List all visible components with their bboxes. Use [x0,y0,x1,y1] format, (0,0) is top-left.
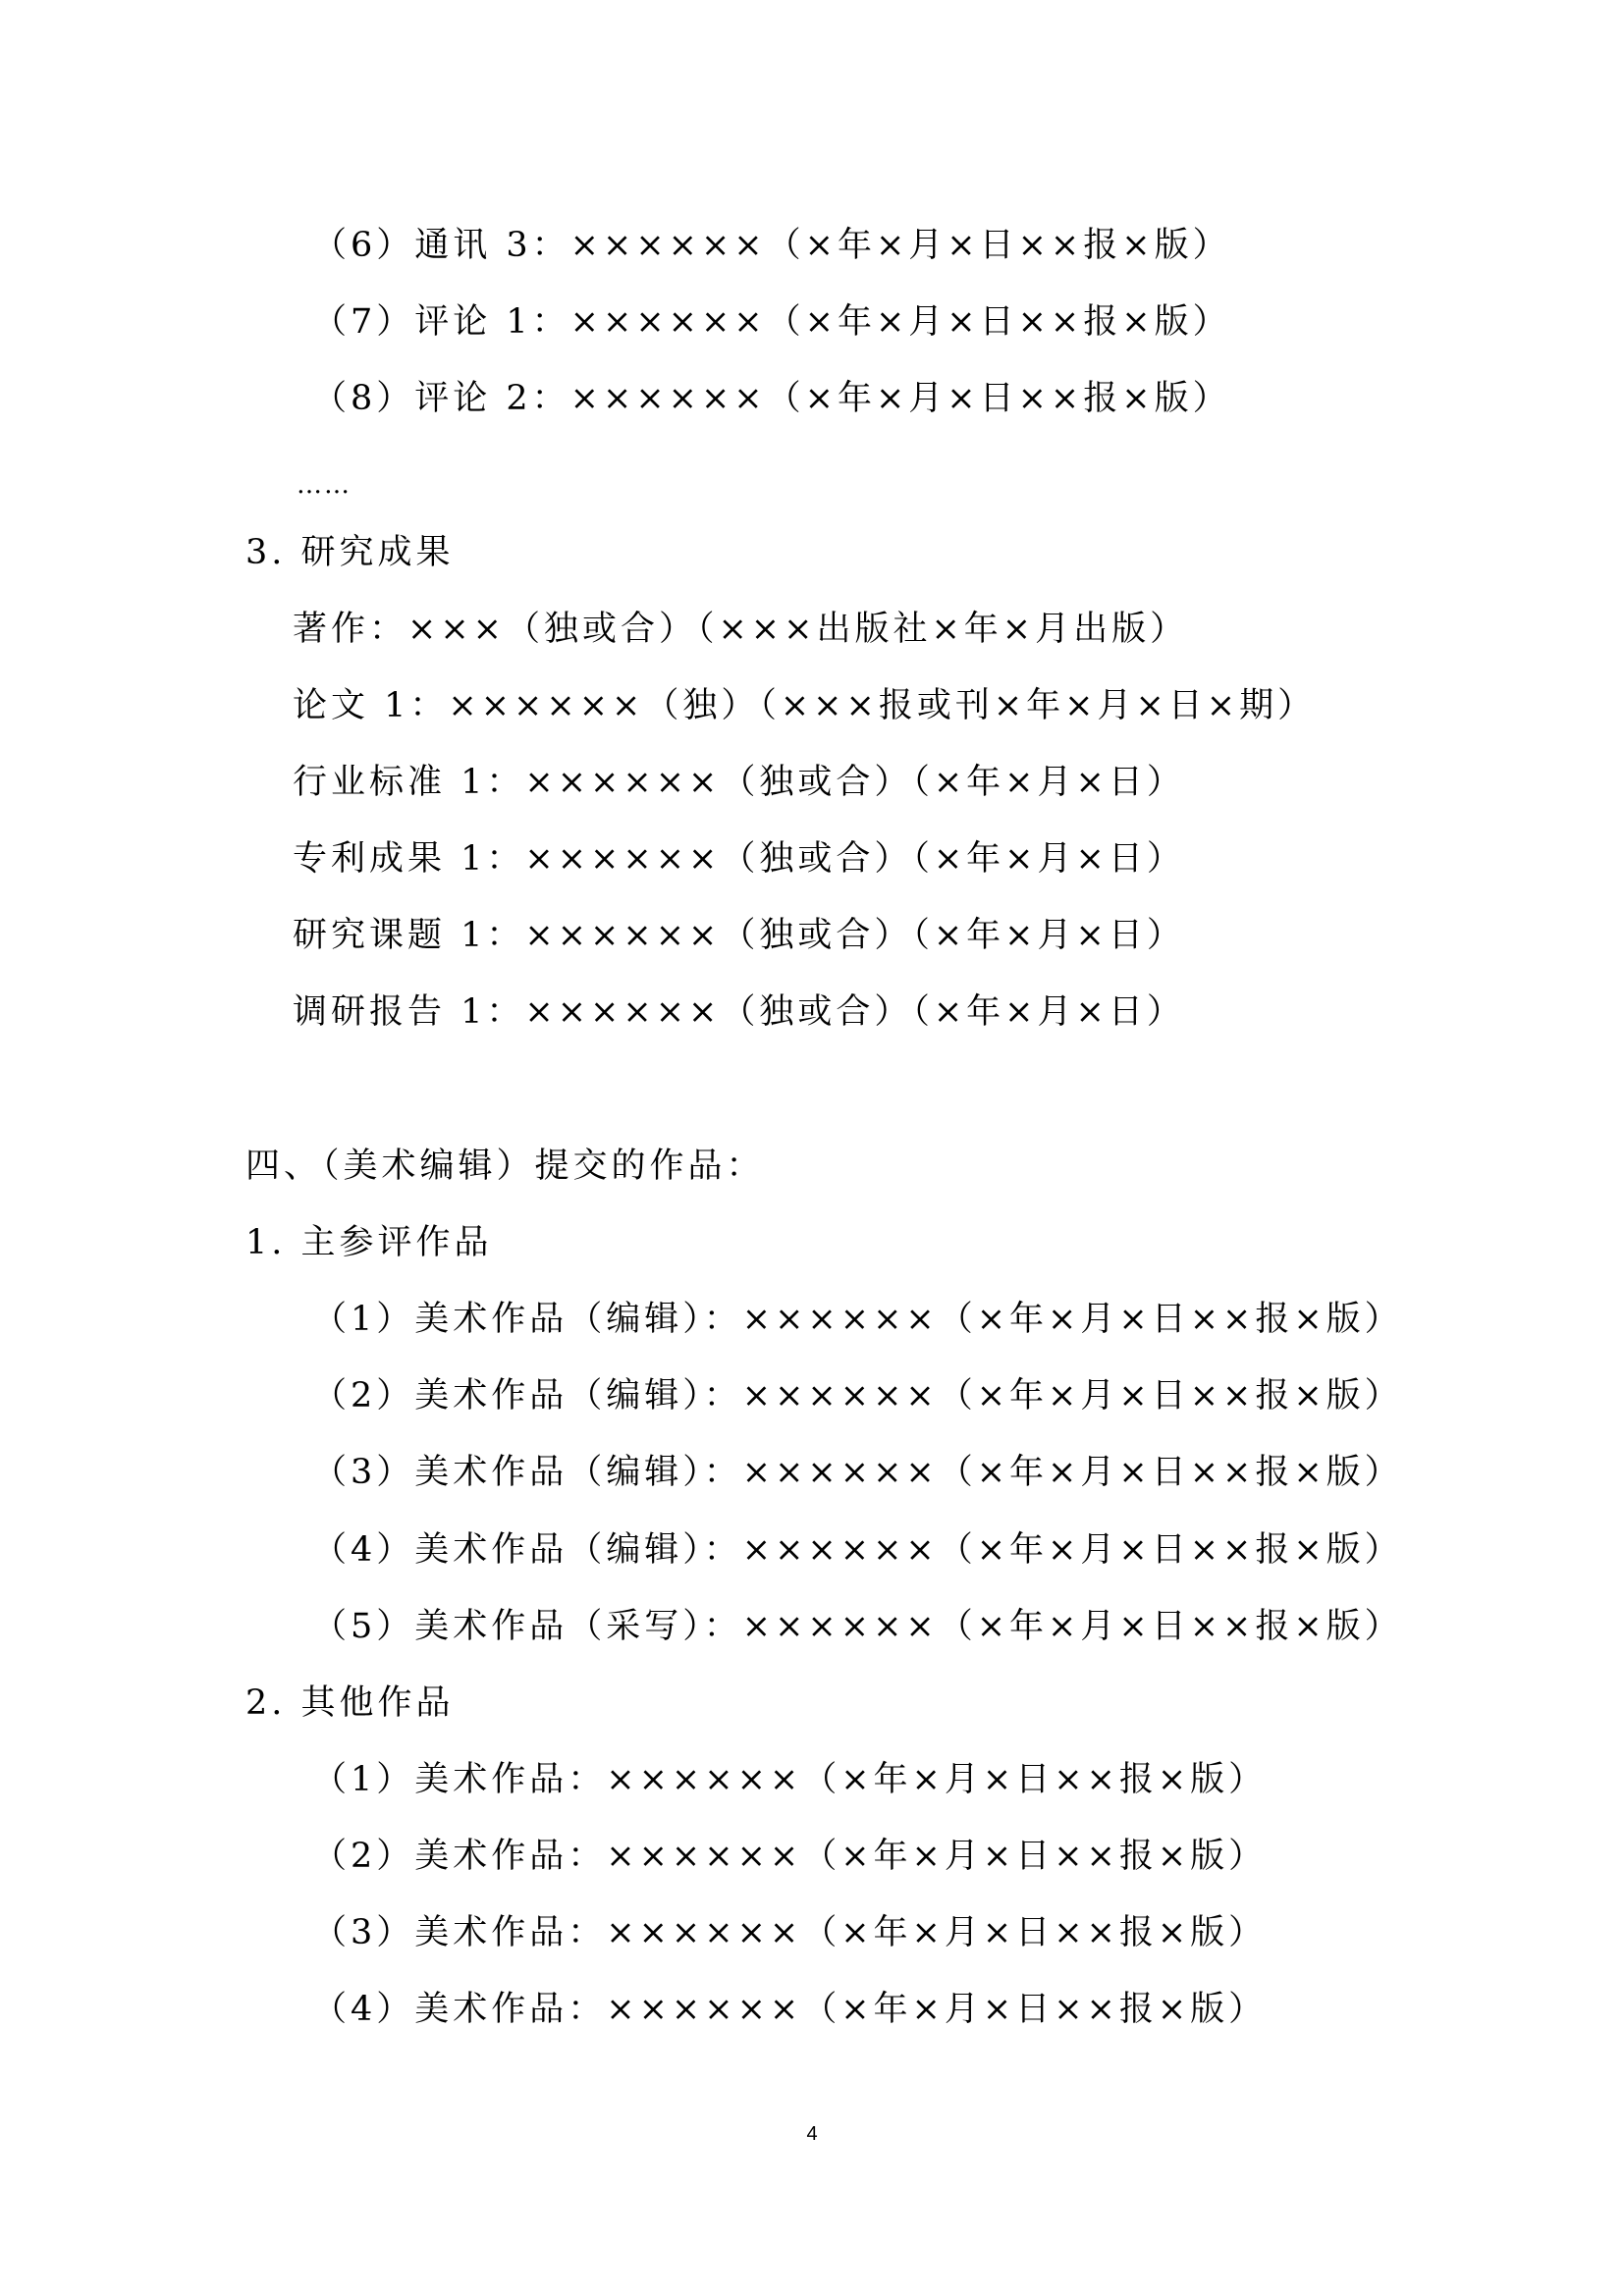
list-item: （3）美术作品（编辑）：××××××（×年×月×日××报×版） [312,1453,1403,1492]
list-item: （2）美术作品：××××××（×年×月×日××报×版） [312,1837,1268,1876]
list-item: 著作：×××（独或合）（×××出版社×年×月出版） [293,610,1189,649]
subheading-other-works: 2. 其他作品 [245,1683,455,1723]
page-number: 4 [806,2123,818,2145]
list-item: （1）美术作品（编辑）：××××××（×年×月×日××报×版） [312,1300,1403,1339]
list-item: （8）评论 2：××××××（×年×月×日××报×版） [312,379,1231,418]
list-item: 研究课题 1：××××××（独或合）（×年×月×日） [293,916,1185,955]
section-heading-art-editor: 四、（美术编辑）提交的作品： [245,1147,765,1186]
list-item: 行业标准 1：××××××（独或合）（×年×月×日） [293,763,1185,802]
list-item: （5）美术作品（采写）：××××××（×年×月×日××报×版） [312,1607,1403,1646]
list-item: （7）评论 1：××××××（×年×月×日××报×版） [312,302,1231,342]
list-item: （1）美术作品：××××××（×年×月×日××报×版） [312,1760,1268,1799]
subheading-main-works: 1. 主参评作品 [245,1223,493,1262]
ellipsis: …… [297,470,352,500]
list-item: 论文 1：××××××（独）（×××报或刊×年×月×日×期） [293,686,1317,725]
section-heading-research: 3. 研究成果 [245,533,455,572]
list-item: （3）美术作品：××××××（×年×月×日××报×版） [312,1913,1268,1952]
list-item: （4）美术作品：××××××（×年×月×日××报×版） [312,1990,1268,2029]
list-item: 调研报告 1：××××××（独或合）（×年×月×日） [293,992,1185,1032]
list-item: （4）美术作品（编辑）：××××××（×年×月×日××报×版） [312,1530,1403,1570]
list-item: （6）通讯 3：××××××（×年×月×日××报×版） [312,226,1231,265]
list-item: 专利成果 1：××××××（独或合）（×年×月×日） [293,839,1185,879]
list-item: （2）美术作品（编辑）：××××××（×年×月×日××报×版） [312,1376,1403,1415]
